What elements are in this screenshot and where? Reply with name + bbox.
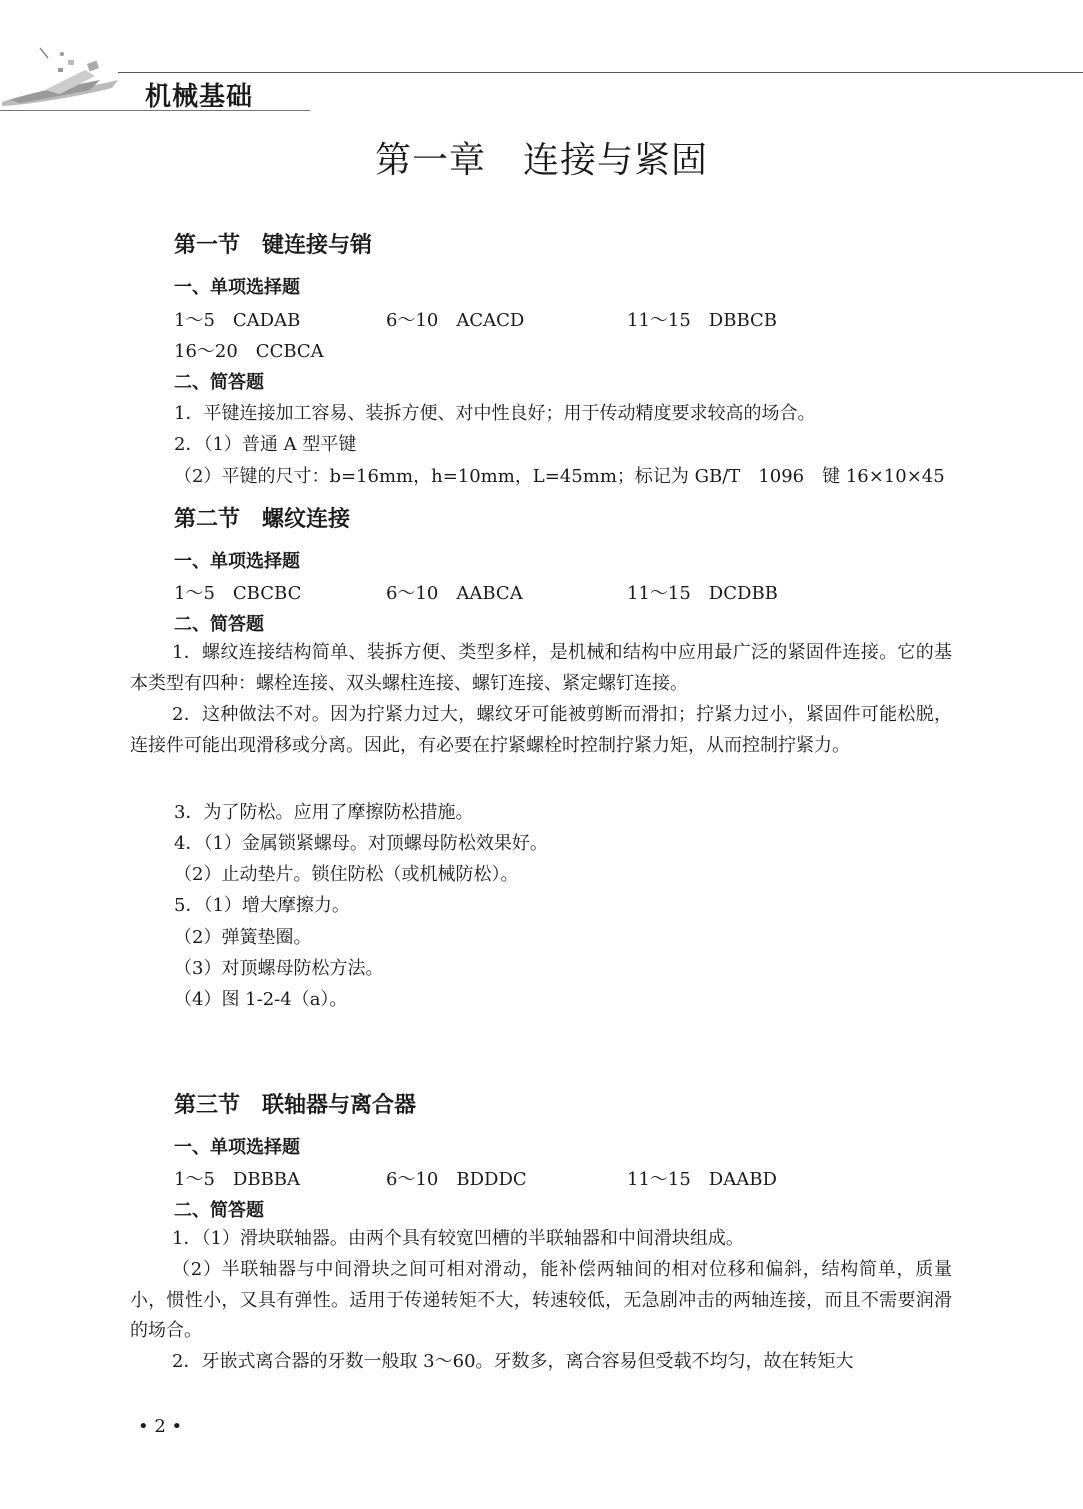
answer-line: （2）弹簧垫圈。 xyxy=(174,927,312,948)
section-title: 第一节 键连接与销 xyxy=(174,233,373,258)
short-answer-heading: 二、简答题 xyxy=(174,372,264,393)
answer-paragraph: （2）半联轴器与中间滑块之间可相对滑动，能补偿两轴间的相对位移和偏斜，结构简单，质量小，惯性小，又具有弹性。适用于传递转矩不大，转速较低，无急剧冲击的两轴连接，而且不需要润滑的场合。 xyxy=(130,1259,952,1341)
book-logo-graphic xyxy=(0,40,125,110)
mcq-heading: 一、单项选择题 xyxy=(174,277,300,298)
mcq-answer: 11～15 DBBCB xyxy=(627,310,778,331)
mcq-answer: 1～5 CADAB xyxy=(174,310,301,331)
answer-line: 1．平键连接加工容易、装拆方便、对中性良好；用于传动精度要求较高的场合。 xyxy=(174,403,816,424)
short-answer-heading: 二、简答题 xyxy=(174,1200,264,1221)
book-title: 机械基础 xyxy=(145,82,254,112)
answer-paragraph: 2．这种做法不对。因为拧紧力过大，螺纹牙可能被剪断而滑扣；拧紧力过小，紧固件可能松脱，连接件可能出现滑移或分离。因此，有必要在拧紧螺栓时控制拧紧力矩，从而控制拧紧力。 xyxy=(130,704,952,756)
answer-line: （3）对顶螺母防松方法。 xyxy=(174,958,384,979)
mcq-heading: 一、单项选择题 xyxy=(174,551,300,572)
answer-line: （4）图 1-2-4（a）。 xyxy=(174,989,348,1010)
answer-paragraph: 1．螺纹连接结构简单、装拆方便、类型多样，是机械和结构中应用最广泛的紧固件连接。它的基本类型有四种：螺栓连接、双头螺柱连接、螺钉连接、紧定螺钉连接。 xyxy=(130,642,952,694)
mcq-answer: 1～5 CBCBC xyxy=(174,583,302,604)
answer-line: 3．为了防松。应用了摩擦防松措施。 xyxy=(174,802,474,823)
short-answer-heading: 二、简答题 xyxy=(174,614,264,635)
mcq-answer: 6～10 BDDDC xyxy=(386,1169,527,1190)
mcq-heading: 一、单项选择题 xyxy=(174,1137,300,1158)
section-title: 第三节 联轴器与离合器 xyxy=(174,1093,417,1118)
answer-line: 5．（1）增大摩擦力。 xyxy=(174,895,350,916)
mcq-answer: 6～10 ACACD xyxy=(386,310,525,331)
header-rule xyxy=(118,72,1083,73)
chapter-title: 第一章 连接与紧固 xyxy=(374,140,708,181)
answer-paragraph: 2．牙嵌式离合器的牙数一般取 3～60。牙数多，离合容易但受载不均匀，故在转矩大 xyxy=(172,1351,854,1372)
mcq-answer: 6～10 AABCA xyxy=(386,583,523,604)
answer-line: 2．（1）普通 A 型平键 xyxy=(174,434,357,455)
section-title: 第二节 螺纹连接 xyxy=(174,507,351,532)
mcq-answer: 11～15 DCDBB xyxy=(627,583,778,604)
mcq-answer: 16～20 CCBCA xyxy=(174,341,324,362)
answer-line: 4．（1）金属锁紧螺母。对顶螺母防松效果好。 xyxy=(174,833,548,854)
mcq-answer: 1～5 DBBBA xyxy=(174,1169,301,1190)
answer-paragraph: 1．（1）滑块联轴器。由两个具有较宽凹槽的半联轴器和中间滑块组成。 xyxy=(172,1228,744,1249)
answer-line: （2）平键的尺寸：b=16mm，h=10mm，L=45mm；标记为 GB/T 1096 键 16×10×45 xyxy=(174,466,945,487)
mcq-answer: 11～15 DAABD xyxy=(627,1169,777,1190)
page-number: • 2 • xyxy=(138,1416,183,1437)
answer-line: （2）止动垫片。锁住防松（或机械防松）。 xyxy=(174,864,519,885)
